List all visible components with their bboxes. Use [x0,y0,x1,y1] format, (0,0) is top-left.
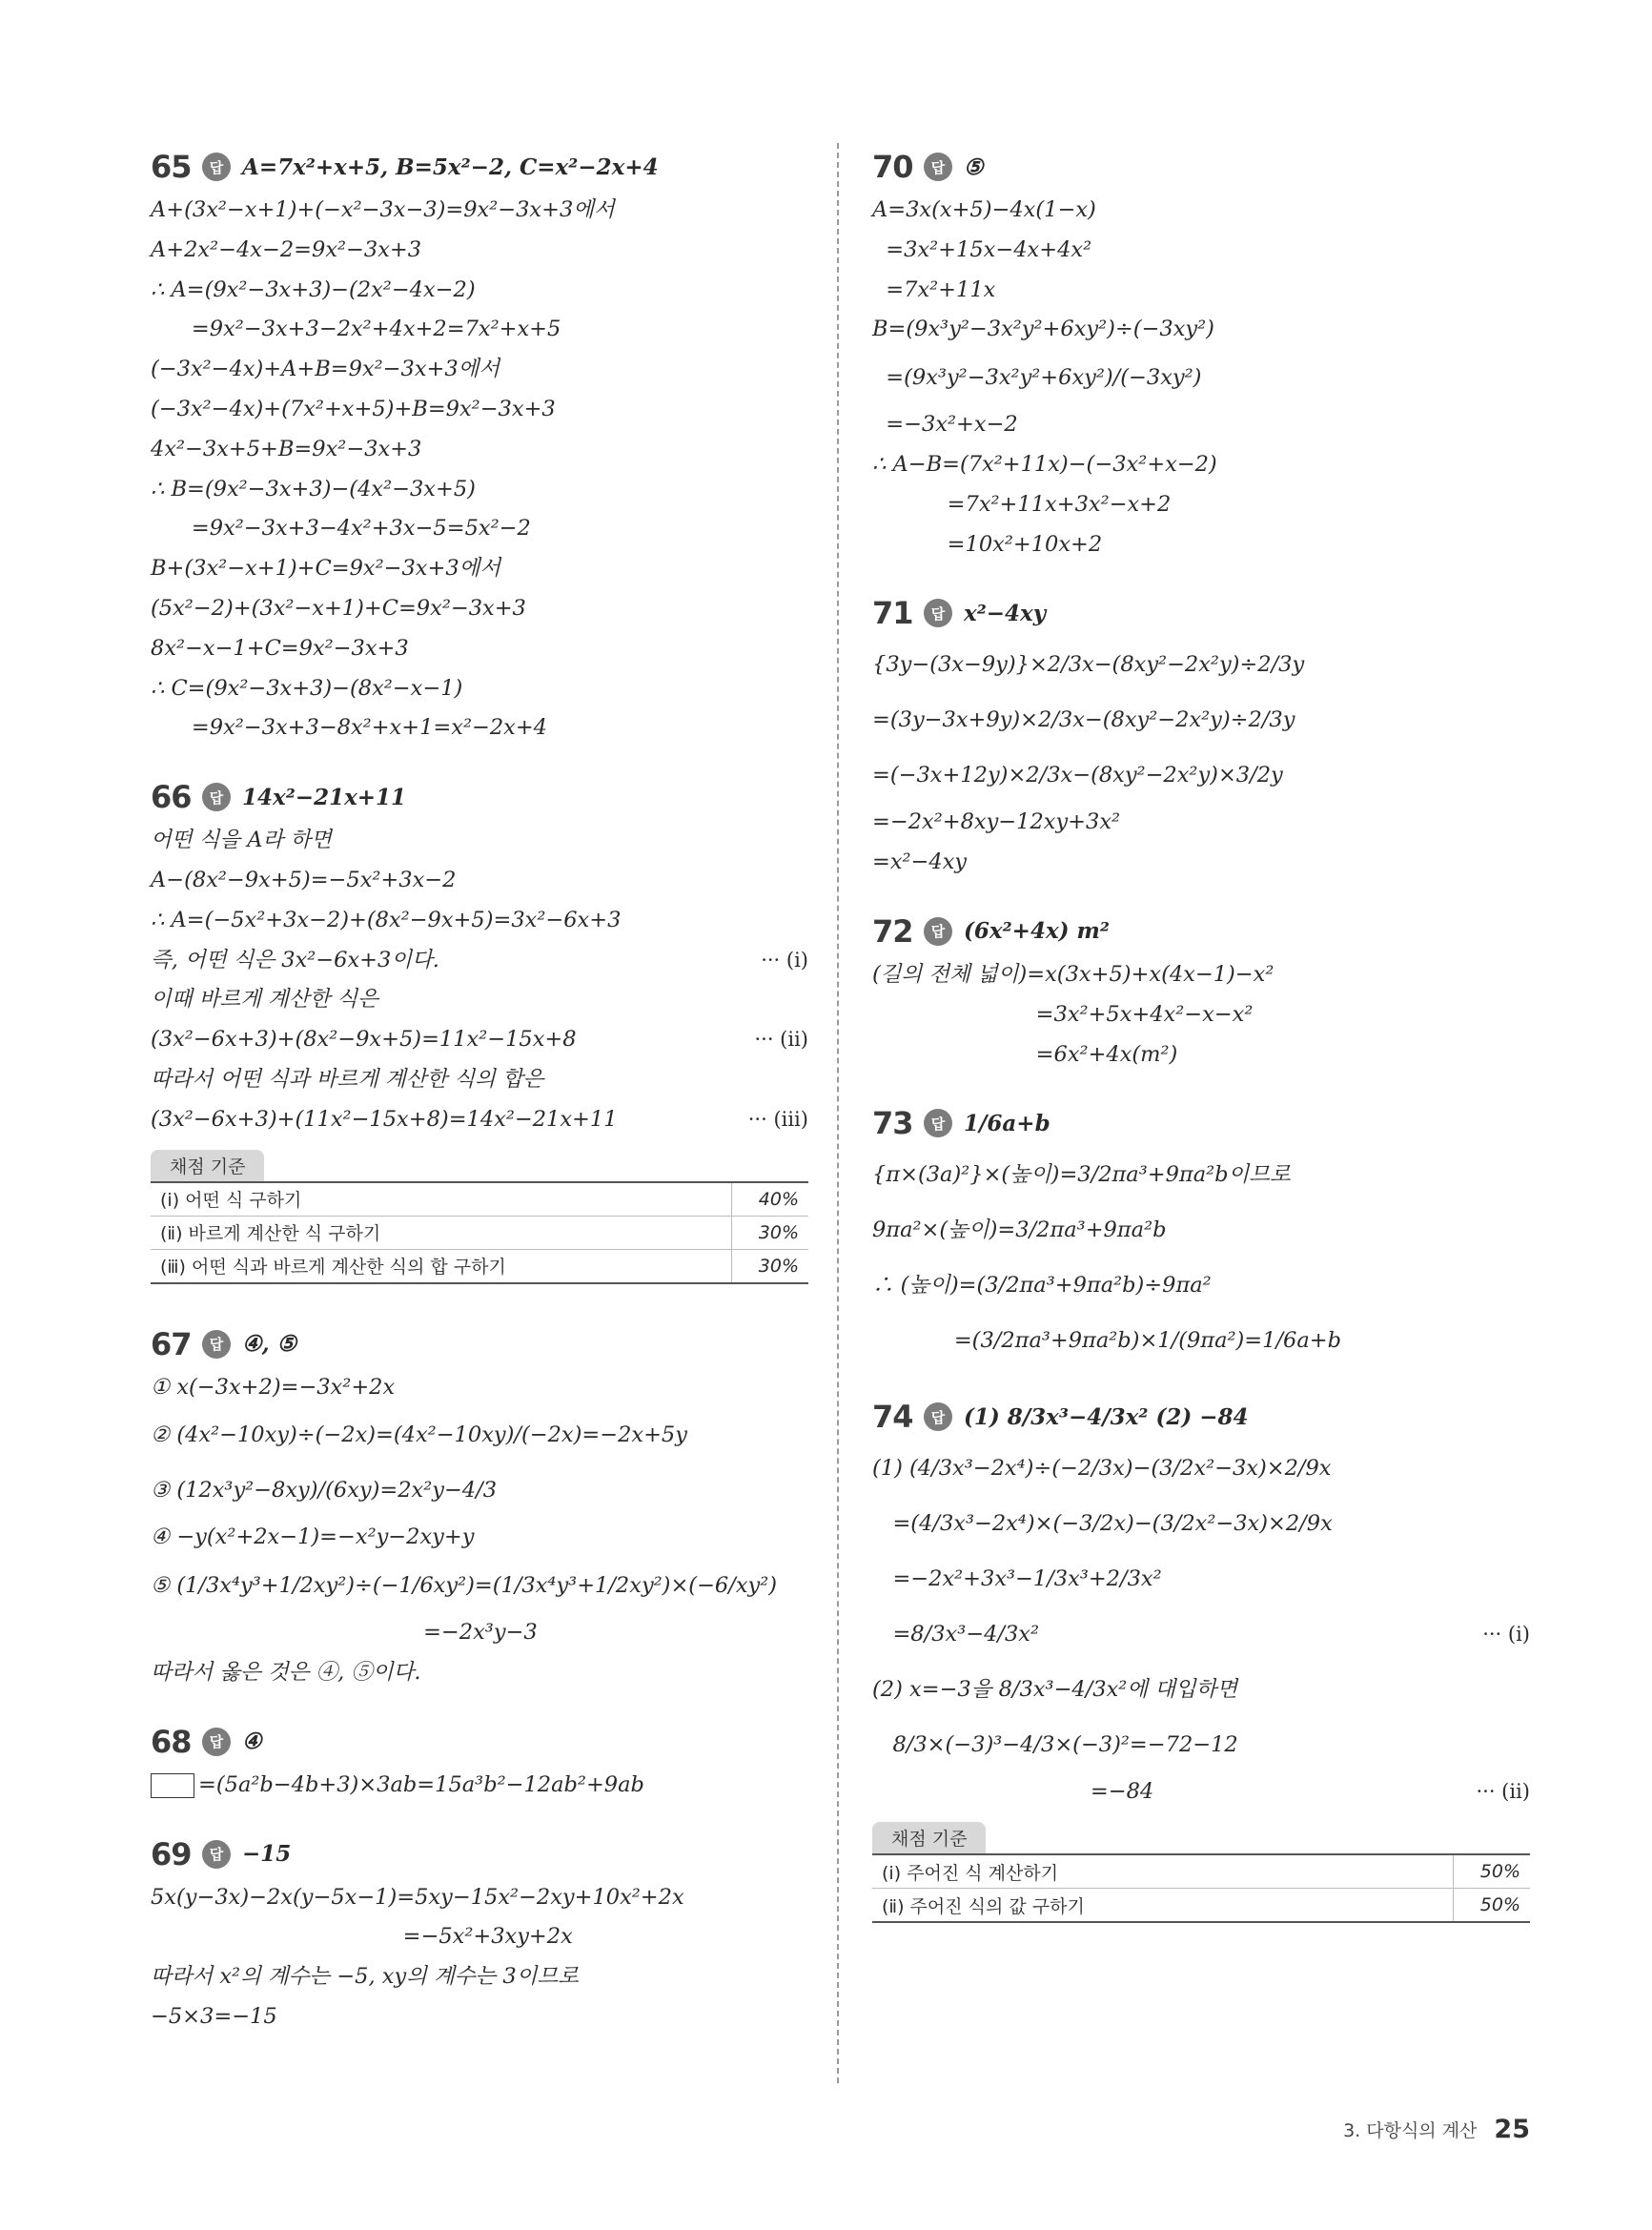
solution-text: =−2x²+3x³−1/3x³+2/3x² [872,1566,1162,1592]
solution-line [872,191,1530,231]
criteria-label: (ⅰ) 주어진 식 계산하기 [872,1854,1454,1889]
solution-line [151,1407,808,1463]
problem-header [872,908,1530,955]
solution-line [151,901,808,941]
problem-number: 67 [151,1325,192,1362]
solution-text: ② (4x²−10xy)÷(−2x)=(4x²−10xy)/(−2x)=−2x+5y [151,1422,687,1448]
solution-text: =6x²+4x(m²) [872,1041,1178,1067]
criteria-row [872,1854,1530,1889]
solution-text: ① x(−3x+2)=−3x²+2x [151,1374,396,1400]
criteria-percent: 50% [1454,1854,1531,1889]
solution-line [151,1060,808,1100]
solution-text: ⑤ (1/3x⁴y³+1/2xy²)÷(−1/6xy²)=(1/3x⁴y³+1/2xy²)×(−6/xy²) [151,1573,778,1599]
solution-text: =−5x²+3xy+2x [151,1924,573,1950]
solution-text: =8/3x³−4/3x² [872,1622,1040,1647]
answer-text: ④, ⑤ [242,1331,297,1358]
answer-text: −15 [242,1841,292,1868]
problem-number: 73 [872,1105,913,1142]
criteria-label: (ⅱ) 바르게 계산한 식 구하기 [151,1216,732,1249]
solution-line [151,708,808,748]
solution-text: (1) (4/3x³−2x⁴)÷(−2/3x)−(3/2x²−3x)×2/9x [872,1456,1332,1482]
solution-text: (−3x²−4x)+A+B=9x²−3x+3에서 [151,357,500,382]
solution-line [872,1313,1530,1368]
solution-line [151,629,808,669]
problem-65 [151,143,808,748]
solution-line [151,191,808,231]
problem-69 [151,1831,808,2037]
problem-72 [872,908,1530,1074]
page-number: 25 [1494,2115,1530,2144]
solution-text: A+(3x²−x+1)+(−x²−3x−3)=9x²−3x+3에서 [151,197,615,222]
problem-header [151,1320,808,1368]
solution-line [151,980,808,1020]
solution-line [872,955,1530,995]
problem-number: 74 [872,1399,913,1436]
solution-text: (2) x=−3을 8/3x³−4/3x²에 대입하면 [872,1677,1238,1703]
answer-badge: 답 [924,599,952,627]
answer-text: (1) 8/3x³−4/3x² (2) −84 [964,1403,1249,1430]
step-marker: ··· (ⅲ) [747,1107,808,1131]
grading-criteria [151,1150,808,1284]
solution-line [151,1878,808,1918]
solution-line [151,1518,808,1558]
solution-line [872,445,1530,485]
solution-line [151,589,808,629]
solution-line [151,1463,808,1518]
criteria-percent: 50% [1454,1889,1531,1923]
solution-line [151,1653,808,1693]
solution-text: =−2x³y−3 [151,1620,538,1646]
solution-text: =7x²+11x+3x²−x+2 [872,491,1172,517]
answer-text: 14x²−21x+11 [242,784,407,810]
solution-line [872,843,1530,883]
problem-header [872,143,1530,191]
solution-line [151,941,808,981]
solution-line [151,350,808,390]
problem-number: 69 [151,1835,192,1872]
solution-text: {π×(3a)²}×(높이)=3/2πa³+9πa²b이므로 [872,1162,1291,1188]
problem-header [151,143,808,191]
criteria-percent: 30% [732,1216,809,1249]
solution-line [151,669,808,709]
solution-line [872,1772,1530,1812]
solution-text: =(9x³y²−3x²y²+6xy²)/(−3xy²) [872,365,1202,391]
step-marker: ··· (ⅰ) [761,948,808,972]
solution-line [151,509,808,549]
solution-text: =3x²+15x−4x+4x² [872,236,1092,262]
solution-text: =(5a²b−4b+3)×3ab=15a³b²−12ab²+9ab [198,1771,644,1797]
solution-text: 8/3×(−3)³−4/3×(−3)²=−72−12 [872,1732,1238,1758]
answer-badge: 답 [202,1728,231,1756]
answer-badge: 답 [202,1330,231,1359]
solution-text: B+(3x²−x+1)+C=9x²−3x+3에서 [151,556,501,582]
solution-text: (3x²−6x+3)+(11x²−15x+8)=14x²−21x+11 [151,1106,618,1132]
solution-line [151,310,808,350]
solution-line [872,1551,1530,1606]
criteria-label: (ⅰ) 어떤 식 구하기 [151,1182,732,1217]
solution-text: =3x²+5x+4x²−x−x² [872,1001,1254,1027]
problem-header [151,1831,808,1878]
criteria-title: 채점 기준 [151,1150,264,1181]
grading-criteria [872,1822,1530,1923]
solution-line [151,1100,808,1140]
solution-line [872,692,1530,747]
solution-text: ∴ A−B=(7x²+11x)−(−3x²+x−2) [872,451,1217,477]
blank-box [151,1773,194,1798]
answer-text: ⑤ [964,153,984,180]
problem-number: 70 [872,149,913,185]
solution-line [151,1766,808,1806]
chapter-title: 3. 다항식의 계산 [1343,2120,1478,2141]
solution-text: ∴ (높이)=(3/2πa³+9πa²b)÷9πa² [872,1273,1212,1299]
solution-line [872,1441,1530,1496]
solution-text: (5x²−2)+(3x²−x+1)+C=9x²−3x+3 [151,595,526,621]
solution-text: 어떤 식을 A라 하면 [151,828,332,853]
solution-line [872,637,1530,692]
solution-line [872,1606,1530,1662]
left-column [151,143,808,2062]
answer-text: A=7x²+x+5, B=5x²−2, C=x²−2x+4 [242,153,659,180]
answer-badge: 답 [202,153,231,181]
solution-text: (−3x²−4x)+(7x²+x+5)+B=9x²−3x+3 [151,396,556,421]
solution-line [872,485,1530,525]
solution-line [151,1957,808,1997]
solution-text: =−2x²+8xy−12xy+3x² [872,809,1121,835]
solution-text: =9x²−3x+3−4x²+3x−5=5x²−2 [151,516,531,542]
solution-line [872,350,1530,405]
solution-line [872,271,1530,311]
criteria-row [151,1182,808,1217]
solution-line [872,1147,1530,1202]
problem-number: 68 [151,1723,192,1760]
solution-text: A=3x(x+5)−4x(1−x) [872,197,1096,222]
answer-badge: 답 [202,1840,231,1869]
solution-text: ∴ B=(9x²−3x+3)−(4x²−3x+5) [151,476,476,501]
solution-line [872,1496,1530,1551]
solution-text: =(4/3x³−2x⁴)×(−3/2x)−(3/2x²−3x)×2/9x [872,1511,1333,1537]
criteria-row [872,1889,1530,1923]
solution-text: (3x²−6x+3)+(8x²−9x+5)=11x²−15x+8 [151,1027,577,1053]
solution-text: ④ −y(x²+2x−1)=−x²y−2xy+y [151,1524,475,1550]
step-marker: ··· (ⅱ) [754,1028,808,1052]
solution-text: ③ (12x³y²−8xy)/(6xy)=2x²y−4/3 [151,1478,498,1504]
solution-text: 4x²−3x+5+B=9x²−3x+3 [151,436,422,461]
problem-number: 66 [151,779,192,816]
answer-badge: 답 [924,1402,952,1431]
problem-number: 65 [151,149,192,185]
problem-number: 71 [872,595,913,632]
answer-text: 1/6a+b [964,1110,1050,1136]
solution-line [872,1662,1530,1717]
solution-text: =(−3x+12y)×2/3x−(8xy²−2x²y)×3/2y [872,763,1283,788]
solution-line [151,821,808,861]
solution-text: =(3y−3x+9y)×2/3x−(8xy²−2x²y)÷2/3y [872,707,1295,733]
solution-text: 따라서 옳은 것은 ④, ⑤이다. [151,1659,421,1685]
solution-line [151,430,808,470]
solution-text: =10x²+10x+2 [872,531,1103,557]
step-marker: ··· (ⅱ) [1476,1780,1530,1804]
solution-text: ∴ A=(9x²−3x+3)−(2x²−4x−2) [151,276,476,302]
solution-line [872,405,1530,445]
solution-text: 따라서 어떤 식과 바르게 계산한 식의 합은 [151,1066,544,1092]
answer-text: ④ [242,1729,262,1755]
criteria-row [151,1249,808,1283]
solution-line [872,525,1530,565]
right-column [872,143,1530,1959]
criteria-label: (ⅱ) 주어진 식의 값 구하기 [872,1889,1454,1923]
criteria-table [872,1853,1530,1923]
solution-text: −5×3=−15 [151,2003,277,2029]
solution-line [872,995,1530,1035]
solution-text: 따라서 x²의 계수는 −5, xy의 계수는 3이므로 [151,1964,579,1990]
solution-line [151,1020,808,1060]
solution-line [151,1613,808,1653]
answer-badge: 답 [924,153,952,181]
problem-header [151,773,808,821]
solution-text: =x²−4xy [872,849,968,875]
solution-line [872,1258,1530,1313]
solution-text: =−84 [872,1779,1154,1805]
solution-line [872,1717,1530,1772]
solution-text: 9πa²×(높이)=3/2πa³+9πa²b [872,1217,1167,1243]
solution-line [872,747,1530,803]
solution-line [151,470,808,510]
solution-text: =9x²−3x+3−8x²+x+1=x²−2x+4 [151,715,547,741]
solution-line [872,803,1530,843]
answer-text: (6x²+4x) m² [964,918,1110,945]
problem-number: 72 [872,912,913,950]
problem-70 [872,143,1530,564]
solution-text: A−(8x²−9x+5)=−5x²+3x−2 [151,867,457,892]
solution-text: =9x²−3x+3−2x²+4x+2=7x²+x+5 [151,317,561,342]
solution-line [872,1202,1530,1258]
solution-text: =7x²+11x [872,276,996,302]
problem-header [872,1099,1530,1147]
problem-66 [151,773,808,1283]
problem-71 [872,589,1530,883]
criteria-percent: 40% [732,1182,809,1217]
column-divider [837,143,839,2083]
solution-line [151,390,808,430]
solution-text: B=(9x³y²−3x²y²+6xy²)÷(−3xy²) [872,317,1214,342]
solution-line [151,271,808,311]
solution-line [872,231,1530,271]
problem-header [872,1393,1530,1441]
criteria-row [151,1216,808,1249]
problem-header [872,589,1530,637]
criteria-label: (ⅲ) 어떤 식과 바르게 계산한 식의 합 구하기 [151,1249,732,1283]
solution-text: 5x(y−3x)−2x(y−5x−1)=5xy−15x²−2xy+10x²+2x [151,1884,684,1910]
answer-badge: 답 [202,783,231,811]
answer-badge: 답 [924,1109,952,1137]
solution-text: ∴ A=(−5x²+3x−2)+(8x²−9x+5)=3x²−6x+3 [151,907,622,932]
answer-badge: 답 [924,917,952,946]
problem-68 [151,1718,808,1806]
solution-line [151,861,808,901]
solution-line [151,1368,808,1408]
solution-text: =(3/2πa³+9πa²b)×1/(9πa²)=1/6a+b [872,1328,1342,1354]
problem-67 [151,1320,808,1693]
solution-text: 즉, 어떤 식은 3x²−6x+3이다. [151,947,439,972]
solution-line [151,549,808,589]
step-marker: ··· (ⅰ) [1482,1623,1530,1647]
solution-line [151,1997,808,2037]
problem-74 [872,1393,1530,1923]
solution-text: 8x²−x−1+C=9x²−3x+3 [151,635,409,661]
solution-line [872,1035,1530,1075]
solution-line [151,1558,808,1613]
criteria-percent: 30% [732,1249,809,1283]
page-footer [1343,2115,1530,2144]
solution-text: A+2x²−4x−2=9x²−3x+3 [151,236,422,262]
solution-text: ∴ C=(9x²−3x+3)−(8x²−x−1) [151,675,463,701]
problem-header [151,1718,808,1766]
criteria-table [151,1181,808,1284]
solution-text: =−3x²+x−2 [872,412,1018,438]
answer-text: x²−4xy [964,600,1047,626]
solution-text: (길의 전체 넓이)=x(3x+5)+x(4x−1)−x² [872,961,1275,987]
solution-text: 이때 바르게 계산한 식은 [151,987,378,1013]
problem-73 [872,1099,1530,1368]
solution-line [872,310,1530,350]
criteria-title: 채점 기준 [872,1822,986,1853]
solution-text: {3y−(3x−9y)}×2/3x−(8xy²−2x²y)÷2/3y [872,652,1305,678]
solution-line [151,231,808,271]
solution-line [151,1917,808,1957]
